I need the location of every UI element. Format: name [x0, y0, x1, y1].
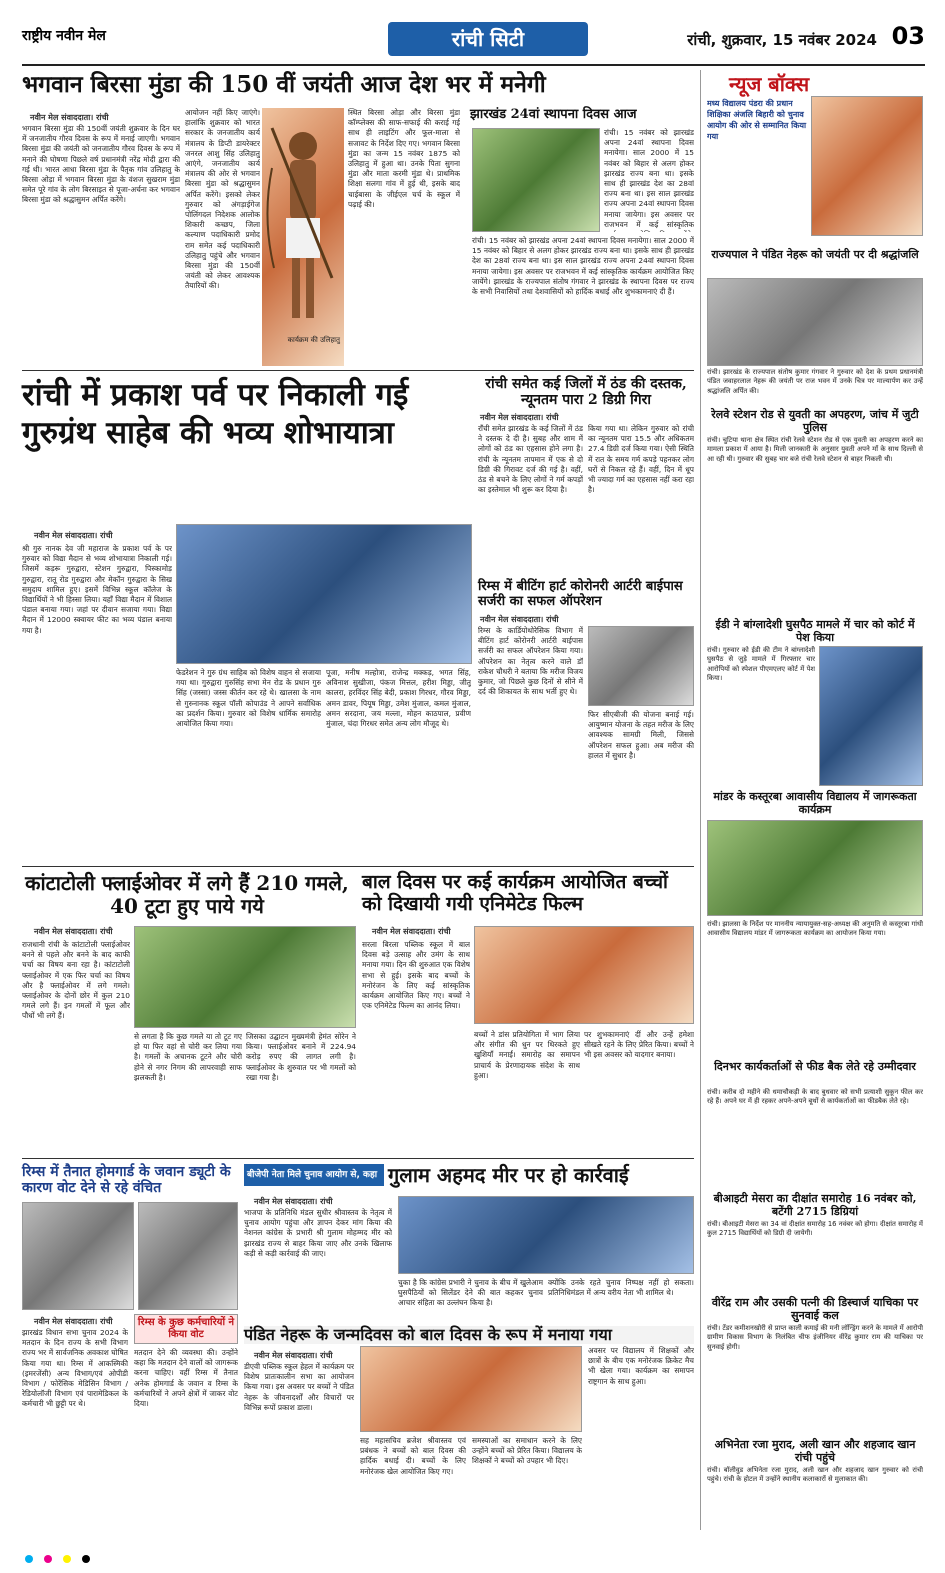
- story3-headline[interactable]: रांची में प्रकाश पर्व पर निकाली गई गुरुग्रंथ साहेब की भव्य शोभायात्रा: [22, 377, 409, 451]
- divider: [22, 866, 694, 867]
- sidebar-item-headline[interactable]: ईडी ने बांग्लादेशी घुसपैठ मामले में चार को कोर्ट में पेश किया: [715, 618, 915, 644]
- story5-col2: फिर सीएबीजी की योजना बनाई गई। आयुष्मान योजना के तहत मरीज के लिए आवश्यक सामग्री मिली, जिससे ऑपरेशन सफल हुआ। अब मरीज की हालत में सुधार है।: [588, 710, 694, 760]
- story9-col1: भाजपा के प्रतिनिधि मंडल सुधीर श्रीवास्तव के नेतृत्व में चुनाव आयोग पहुंचा और ज्ञापन देकर मांग किया की नेशनल कांग्रेस के प्रभारी श्री गुलाम मोहम्मद मीर को झारखंड राज्य से बाहर किया जाए और उनके खिलाफ कड़ी से कड़ी कार्रवाई की जाए।: [244, 1208, 392, 1258]
- story6-col2: से लगता है कि कुछ गमले या तो टूट गए हो या फिर वहां से चोरी कर लिया गया है। गमलों के अचानक टूटने और चोरी होने से नगर निगम की लापरवाही साफ झलकती है।: [134, 1032, 242, 1082]
- story4-col1: राँची समेत झारखंड के कई जिलों में ठंड ने दस्तक दे दी है। सुबह और शाम में लोगों को ठंड का एहसास होने लगा है। रांची के न्यूनतम तापमान में एक से दो डिग्री की गिरावट दर्ज की गई है। वहीं, ठंड से बचने के लिए लोगों ने गर्म कपड़ों का इस्तेमाल भी शुरू कर दिया है।: [478, 424, 583, 495]
- story8-subhead-box: [134, 1314, 238, 1344]
- story7-col1: सरला बिरला पब्लिक स्कूल में बाल दिवस बड़े उत्साह और उमंग के साथ मनाया गया। दिन की शुरुआत एक विशेष सभा से हुई। इसके बाद बच्चों के मनोरंजन के लिए कई सांस्कृतिक कार्यक्रम आयोजित किए गए। बच्चों ने एक एनिमेटेड फिल्म का आनंद लिया।: [362, 940, 470, 1011]
- sidebar-item-text: रांची। बीआइटी मेसरा का 34 वां दीक्षांत समारोह 16 नवंबर को होगा। दीक्षांत समारोह में कुल 2715 विद्यार्थियों को डिग्री दी जायेगी।: [707, 1220, 923, 1238]
- story3-col3: पूजा, मनीष मल्होत्रा, राजेन्द्र मक्कड़, भगत सिंह, अविनाश सुखीजा, पंकज मित्तल, हरीश मिड्डा, जीतू कालरा, हरविंदर सिंह बेदी, प्रकाश गिरधर, गौरव मिड्डा, अमन डावर, पियूष मिड्डा, उमेश मुंजाल, कमल मुंजाल, अमन सरदाना, जय मल्ला, मोहन काठपाल, प्रवीण मुंजाल, चंदा गिरधर समेत अन्य लोग मौजूद थे।: [326, 668, 471, 729]
- story7-col3: पर शुभकामनाएं दीं और उन्हें हमेशा सीखते रहने के लिए प्रेरित किया। बच्चों ने भी इस अवसर को यादगार बनाया।: [584, 1030, 694, 1060]
- story1-col3: स्थित बिरसा ओड़ा और बिरसा मुंडा कॉम्प्लेक्स की साफ-सफाई की कराई गई साथ ही लाइटिंग और फूल-माला से सजावट के निर्देश दिए गए। भगवान बिरसा मुंडा का जन्म 15 नवंबर 1875 को उलिहातु में हुआ था। उनके पिता सुगना मुंडा और माता करमी मुंडा थे। प्राथमिक शिक्षा सलगा गांव में हुई थी, इसके बाद चाईबासा के जीईएल चर्च के स्कूल में पढ़ाई की।: [348, 108, 460, 209]
- yellow-dot: [63, 1555, 71, 1563]
- sidebar-item-text: रांची। झारखंड के राज्यपाल संतोष कुमार गंगवार ने गुरुवार को देश के प्रथम प्रधानमंत्री पंडित जवाहरलाल नेहरू की जयंती पर राज भवन में उनके चित्र पर माल्यार्पण कर उन्हें श्रद्धांजलि अर्पित की।: [707, 368, 923, 395]
- story3-col1: श्री गुरु नानक देव जी महाराज के प्रकाश पर्व के पर गुरुवार को विद्या मैदान से भव्य शोभायात्रा निकाली गई। जिसमें कड़रू गुरुद्वारा, स्टेशन गुरुद्वारा, पिस्कामोड़ गुरुद्वारा, रातू रोड गुरुद्वारा और मेकॉन गुरुद्वारा के सिख समुदाय शामिल हुए। इसमें विभिन्न स्कूल कॉलेज के विद्यार्थियों ने भी हिस्सा लिया। यहाँ विद्या मैदान में विशाल पंडाल बनाया गया। जहां पर दीवान सजाया गया। विद्या मैदान में 12000 स्क्वायर फीट का भव्य पंडाल बनाया गया है।: [22, 544, 172, 635]
- rims-photo: [588, 626, 694, 706]
- story3-col2: फेडरेशन ने गुरु ग्रंथ साहिब को विशेष वाहन से सजाया गया था। गुरुद्वारा गुरुसिंह सभा मेन रोड के प्रधान गुरु सिंह (जस्सा) जस्स कीर्तन कर रहे थे। खालसा के नाम से गुरुनानक स्कूल पॉली कोपाउंड ने आपने सर्वाधिक का प्रदर्शन किया। गुरुवार को विशेष धार्मिक समारोह आयोजित किया गया।: [176, 668, 321, 729]
- sidebar-item-text: रांची। करीब दो महीने की धमाचौकड़ी के बाद बुधवार को सभी प्रत्याशी सुकून फील कर रहे हैं। अपने घर में ही रहकर अपने-अपने बूथों से कार्यकर्ताओं का फीडबैक लेते रहे।: [707, 1088, 923, 1106]
- story7-col2: बच्चों ने डांस प्रतियोगिता में भाग लिया और संगीत की धुन पर थिरकते हुए खुशियाँ मनाईं। समारोह का समापन प्राचार्य के प्रेरणादायक संदेश के साथ हुआ।: [474, 1030, 580, 1080]
- sidebar-item-headline[interactable]: रेलवे स्टेशन रोड से युवती का अपहरण, जांच में जुटी पुलिस: [711, 408, 919, 434]
- story4-headline[interactable]: रांची समेत कई जिलों में ठंड की दस्तक, न्यूनतम पारा 2 डिग्री गिरा: [485, 376, 687, 409]
- story1-headline[interactable]: भगवान बिरसा मुंडा की 150 वीं जयंती आज देश भर में मनेगी: [22, 71, 546, 98]
- story10-byline: नवीन मेल संवाददाता। रांची: [254, 1351, 333, 1360]
- story10-col3: समस्याओं का समाधान करने के लिए उन्होंने बच्चों को प्रेरित किया। विद्यालय के शिक्षकों ने बच्चों को उपहार भी दिए।: [472, 1436, 582, 1466]
- story1-byline: नवीन मेल संवाददाता। रांची: [30, 113, 109, 122]
- black-dot: [82, 1555, 90, 1563]
- sidebar-item-headline[interactable]: दिनभर कार्यकर्ताओं से फीड बैक लेते रहे उम्मीदवार: [714, 1060, 916, 1073]
- sidebar-item-text: रांची। गुरुवार को ईडी की टीम ने बांग्लादेशी घुसपैठ से जुड़े मामले में गिरफ्तार चार आरोपियों को स्पेशल पीएमएलए कोर्ट में पेश किया।: [707, 646, 815, 682]
- news-box-title: न्यूज बॉक्स: [729, 72, 810, 96]
- illustration-caption: कार्यक्रम की उलिहातु: [287, 336, 340, 344]
- story10-col1: डीएवी पब्लिक स्कूल हेहल में कार्यक्रम पर विशेष प्रातःकालीन सभा का आयोजन किया गया। इस अवसर पर बच्चों ने पंडित नेहरू के जीवनादर्शों और विचारों पर विभिन्न रूपों प्रकाश डाला।: [244, 1362, 354, 1412]
- story6-col1: राजधानी रांची के कांटाटोली फ्लाईओवर बनने से पहले और बनने के बाद काफी चर्चा का विषय बना रहा है। कांटाटोली फ्लाईओवर में एक फिर चर्चा का विषय और है फ्लाईओवर में लगे गमले। फ्लाईओवर के दोनों छोर में कुल 210 गमले लगे हैं। इन गमलों में फूल और पौधों भी लगे हैं।: [22, 940, 130, 1021]
- jharkhand-foundation-photo: [472, 128, 600, 232]
- story8-headline[interactable]: रिम्स में तैनात होमगार्ड के जवान ड्यूटी के कारण वोट देने से रहे वंचित: [22, 1164, 231, 1197]
- kasturba-photo: [707, 820, 923, 916]
- section-tab[interactable]: रांची सिटी: [388, 22, 588, 56]
- story8-col1: झारखंड विधान सभा चुनाव 2024 के मतदान के दिन राज्य के सभी विभाग राज्य भर में सार्वजनिक अवकाश घोषित किया गया था। रिम्स में आकस्मिकी (इमरजेंसी) अन्य विभाग/एवं ओपीडी विभाग / फोरेंसिक मेडिसिन विभाग / रेडियोलॉजी विभाग एवं पारामेडिकल के कर्मचारी भी छुट्टी पर थे।: [22, 1328, 128, 1409]
- sidebar-item-text: रांची। बॉलीवुड अभिनेता रजा मुराद, अली खान और शहजाद खान गुरुवार को रांची पहुंचे। रांची के होटल में उन्होंने स्थानीय कलाकारों से मुलाकात की।: [707, 1466, 923, 1484]
- story5-headline[interactable]: रिम्स में बीटिंग हार्ट कोरोनरी आर्टरी बाईपास सर्जरी का सफल ऑपरेशन: [478, 579, 683, 609]
- homeguard-photo-2: [138, 1202, 238, 1310]
- divider: [22, 370, 694, 371]
- sidebar-item-text: रांची। चुटिया थाना क्षेत्र स्थित रांची रेलवे स्टेशन रोड से एक युवती का अपहरण करने का मामला प्रकाश में आया है। मिली जानकारी के अनुसार युवती अपने माँ के साथ दिल्ली से आ रही थी। गुरुवार की सुबह चार बजे रांची रेलवे स्टेशन से बाहर निकली थी।: [707, 436, 923, 463]
- story5-byline: नवीन मेल संवाददाता। रांची: [480, 615, 559, 624]
- shobhayatra-photo: [176, 524, 472, 664]
- governor-photo: [707, 278, 923, 366]
- story6-col3: जिसका उद्घाटन मुख्यमंत्री हेमंत सोरेन ने किया। फ्लाईओवर बनाने में 224.94 करोड़ रुपए की लागत लगी है। फ्लाईओवर के शुरुवात पर भी गमलों को रखा गया है।: [246, 1032, 356, 1082]
- ed-photo: [819, 646, 923, 786]
- story2-headline[interactable]: झारखंड 24वां स्थापना दिवस आज: [470, 107, 637, 122]
- story9-tag: बीजेपी नेता मिले चुनाव आयोग से, कहा: [244, 1164, 384, 1186]
- story4-byline: नवीन मेल संवाददाता। रांची: [480, 413, 559, 422]
- children-day-photo: [474, 926, 694, 1024]
- story8-subhead: रिम्स के कुछ कर्मचारियों ने किया वोट: [137, 1317, 235, 1340]
- bjp-delegation-photo: [398, 1196, 694, 1274]
- sidebar-item-headline[interactable]: राज्यपाल ने पंडित नेहरू को जयंती पर दी श्रद्धांजलि: [711, 248, 919, 261]
- brand-logo: राष्ट्रीय नवीन मेल: [22, 28, 106, 44]
- sidebar-item-headline[interactable]: अभिनेता रजा मुराद, अली खान और शहजाद खान रांची पहुंचे: [714, 1438, 916, 1464]
- story2-text: रांची। 15 नवंबर को झारखंड अपना 24वां स्थापना दिवस मनायेगा। साल 2000 में 15 नवंबर को बिहार से अलग होकर झारखंड राज्य बना था। इसके साथ ही झारखंड देश का 28वां राज्य बना था। इस साल झारखंड राज्य अपना 24वां स्थापना दिवस मनाया जायेगा। इस अवसर पर राजभवन में कई सांस्कृतिक कार्यक्रम आयोजित किए जायेंगे। झारखंड के राज्यपाल संतोष गंगवार ने झारखंड के स्थापना दिवस पर राज्य के सभी निवासियों तथा देशवासियों को हार्दिक बधाई और शुभकामनाएं दी हैं।: [472, 236, 694, 297]
- story6-byline: नवीन मेल संवाददाता। रांची: [34, 927, 113, 936]
- news-box-sidebar: [700, 70, 925, 1530]
- story8-col2: मतदान देने की व्यवस्था की। उन्होंने कहा कि मतदान देने वालों को जागरूक करना चाहिए। वहीं रिम्स में तैनात अनेक होमगार्ड के जवान व रिम्स के कर्मचारियों ने अपने क्षेत्रों में जाकर वोट दिया।: [134, 1348, 238, 1409]
- story7-headline[interactable]: बाल दिवस पर कई कार्यक्रम आयोजित बच्चों को दिखायी गयी एनिमेटेड फिल्म: [362, 871, 668, 915]
- masthead: [22, 20, 925, 66]
- dateline: रांची, शुक्रवार, 15 नवंबर 2024: [687, 31, 877, 49]
- sidebar-item-headline[interactable]: मांडर के कस्तूरबा आवासीय विद्यालय में जागरूकता कार्यक्रम: [713, 790, 917, 816]
- sidebar-item-text: रांची। झालसा के निर्देश पर माननीय न्यायायुक्त-सह-अध्यक्ष की अनुमति से कस्तूरबा गांधी आवासीय विद्यालय मांडर में जागरूकता कार्यक्रम का आयोजन किया गया।: [707, 920, 923, 938]
- story9-col2: चुका है कि कांग्रेस प्रभारी ने चुनाव के बीच में खुलेआम घुसपैठियों को सिलेंडर देने की बात कहकर चुनाव आचार संहिता का उल्लंघन किया है।: [398, 1278, 543, 1308]
- sidebar-item-headline[interactable]: वीरेंद्र राम और उसकी पत्नी की डिस्चार्ज याचिका पर सुनवाई कल: [711, 1296, 919, 1322]
- story10-headline[interactable]: पंडित नेहरू के जन्मदिवस को बाल दिवस के रूप में मनाया गया: [244, 1326, 694, 1344]
- story9-headline[interactable]: गुलाम अहमद मीर पर हो कार्रवाई: [388, 1163, 629, 1187]
- story9-byline: नवीन मेल संवाददाता। रांची: [254, 1197, 333, 1206]
- story6-headline[interactable]: कांटाटोली फ्लाईओवर में लगे हैं 210 गमले, 40 टूटा हुए पाये गये: [25, 871, 349, 918]
- story8-byline: नवीन मेल संवाददाता। रांची: [34, 1317, 113, 1326]
- teacher-photo: [811, 96, 923, 236]
- sidebar-item-text: रांची। टेंडर कमीशनखोरी से प्राप्त काली कमाई की मनी लॉन्ड्रिंग करने के मामले में आरोपी ग्रामीण विकास विभाग के निलंबित चीफ इंजीनियर वीरेंद्र कुमार राम की याचिका पर सुनवाई होगी।: [707, 1324, 923, 1351]
- magenta-dot: [44, 1555, 52, 1563]
- promo-text: मध्य विद्यालय पंडरा की प्रधान शिक्षिका अंजलि बिहारी को चुनाव आयोग की ओर से सम्मानित किया गया: [707, 99, 807, 141]
- story10-col4: अवसर पर विद्यालय में शिक्षकों और छात्रों के बीच एक मनोरंजक क्रिकेट मैच भी खेला गया। कार्यक्रम का समापन राष्ट्रगान के साथ हुआ।: [588, 1346, 694, 1386]
- story3-byline: नवीन मेल संवाददाता। रांची: [34, 531, 113, 540]
- print-registration-strip: [22, 1548, 925, 1560]
- page-number: 03: [891, 22, 925, 50]
- story9-col3: क्योंकि उनके रहते चुनाव निष्पक्ष नहीं हो सकता। प्रतिनिधिमंडल में अन्य वरीय नेता भी शामिल थे।: [548, 1278, 694, 1298]
- story1-col1: भगवान बिरसा मुंडा की 150वीं जयंती शुक्रवार के दिन घर में जनजातीय गौरव दिवस के रूप में मनाई जाएगी। भगवान बिरसा मुंडा की जयंती को जनजातीय गौरव दिवस के रूप में मनाने की घोषणा पिछले वर्ष प्रधानमंत्री नरेंद्र मोदी द्वारा की गई थी। भारत आधा बिरसा मुंडा के पैतृक गांव उलिहातु के बिरसा ओड़ा में भगवान बिरसा मुंडा के वंशज सुखराम मुंडा समेत पूरे गांव के लोग बिरसाइत से पूजा-अर्चना कर भगवान बिरसा मुंडा को श्रद्धासुमन अर्पित करेंगे।: [22, 124, 180, 205]
- story7-byline: नवीन मेल संवाददाता। रांची: [372, 927, 451, 936]
- story5-col1: रिम्स के कार्डियोथोरेसिक विभाग में बीटिंग हार्ट कोरोनरी आर्टरी बाईपास सर्जरी का सफल ऑपरेशन किया गया। ऑपरेशन का नेतृत्व करने वाले डॉ राकेश चौधरी ने बताया कि मरीज विजय कुमार, जो पिछले कुछ दिनों से सीने में दर्द की शिकायत के साथ भर्ती हुए थे।: [478, 626, 583, 697]
- sidebar-item-headline[interactable]: बीआइटी मेसरा का दीक्षांत समारोह 16 नवंबर को, बटेंगी 2715 डिग्रियां: [713, 1192, 917, 1218]
- nehru-day-photo: [360, 1346, 582, 1432]
- story2-text-top: रांची। 15 नवंबर को झारखंड अपना 24वां स्थापना दिवस मनायेगा। साल 2000 में 15 नवंबर को बिहार से अलग होकर झारखंड राज्य बना था। इसके साथ ही झारखंड देश का 28वां राज्य बना था। इस साल झारखंड राज्य अपना 24वां स्थापना दिवस मनाया जायेगा। इस अवसर पर राजभवन में कई सांस्कृतिक: [604, 128, 694, 229]
- cyan-dot: [25, 1555, 33, 1563]
- divider: [22, 1158, 694, 1159]
- story1-col2: आयोजन नहीं किए जाएंगे। हालांकि शुक्रवार को भारत सरकार के जनजातीय कार्य मंत्रालय के डिप्टी डायरेक्टर जनरल आशु सिंह उलिहातु आएंगे, जनजातीय कार्य मंत्रालय की ओर से भगवान बिरसा मुंडा को श्रद्धासुमन अर्पित करेंगे। इसको लेकर गुरुवार को अंगड़ाईगेज पोलिंगदल निदेशक आलोक शिकारी कच्छप, जिला कल्याण पदाधिकारी प्रमोद राम समेत कई पदाधिकारी उलिहातु पहुंचे और भगवान बिरसा मुंडा की 150वीं जयंती को लेकर आवश्यक तैयारियों की।: [185, 108, 260, 291]
- birsa-munda-illustration: [262, 108, 344, 366]
- homeguard-photo-1: [22, 1202, 134, 1310]
- story4-col2: किया गया था। लेकिन गुरुवार को रांची का न्यूनतम पारा 15.5 और अधिकतम 27.4 डिग्री दर्ज किया गया। ऐसी स्थिति में रात के समय गर्म कपड़े पहनकर लोग घरों से निकल रहे हैं। वहीं, दिन में धूप भी ज्यादा गर्म का एहसास नहीं करा रहा है।: [588, 424, 694, 495]
- flyover-photo: [134, 926, 356, 1028]
- story10-col2: सह महासचिव ब्रजेश श्रीवास्तव एवं प्रबंधक ने बच्चों को बाल दिवस की हार्दिक बधाई दी। बच्चों के लिए मनोरंजक खेल आयोजित किए गए।: [360, 1436, 466, 1476]
